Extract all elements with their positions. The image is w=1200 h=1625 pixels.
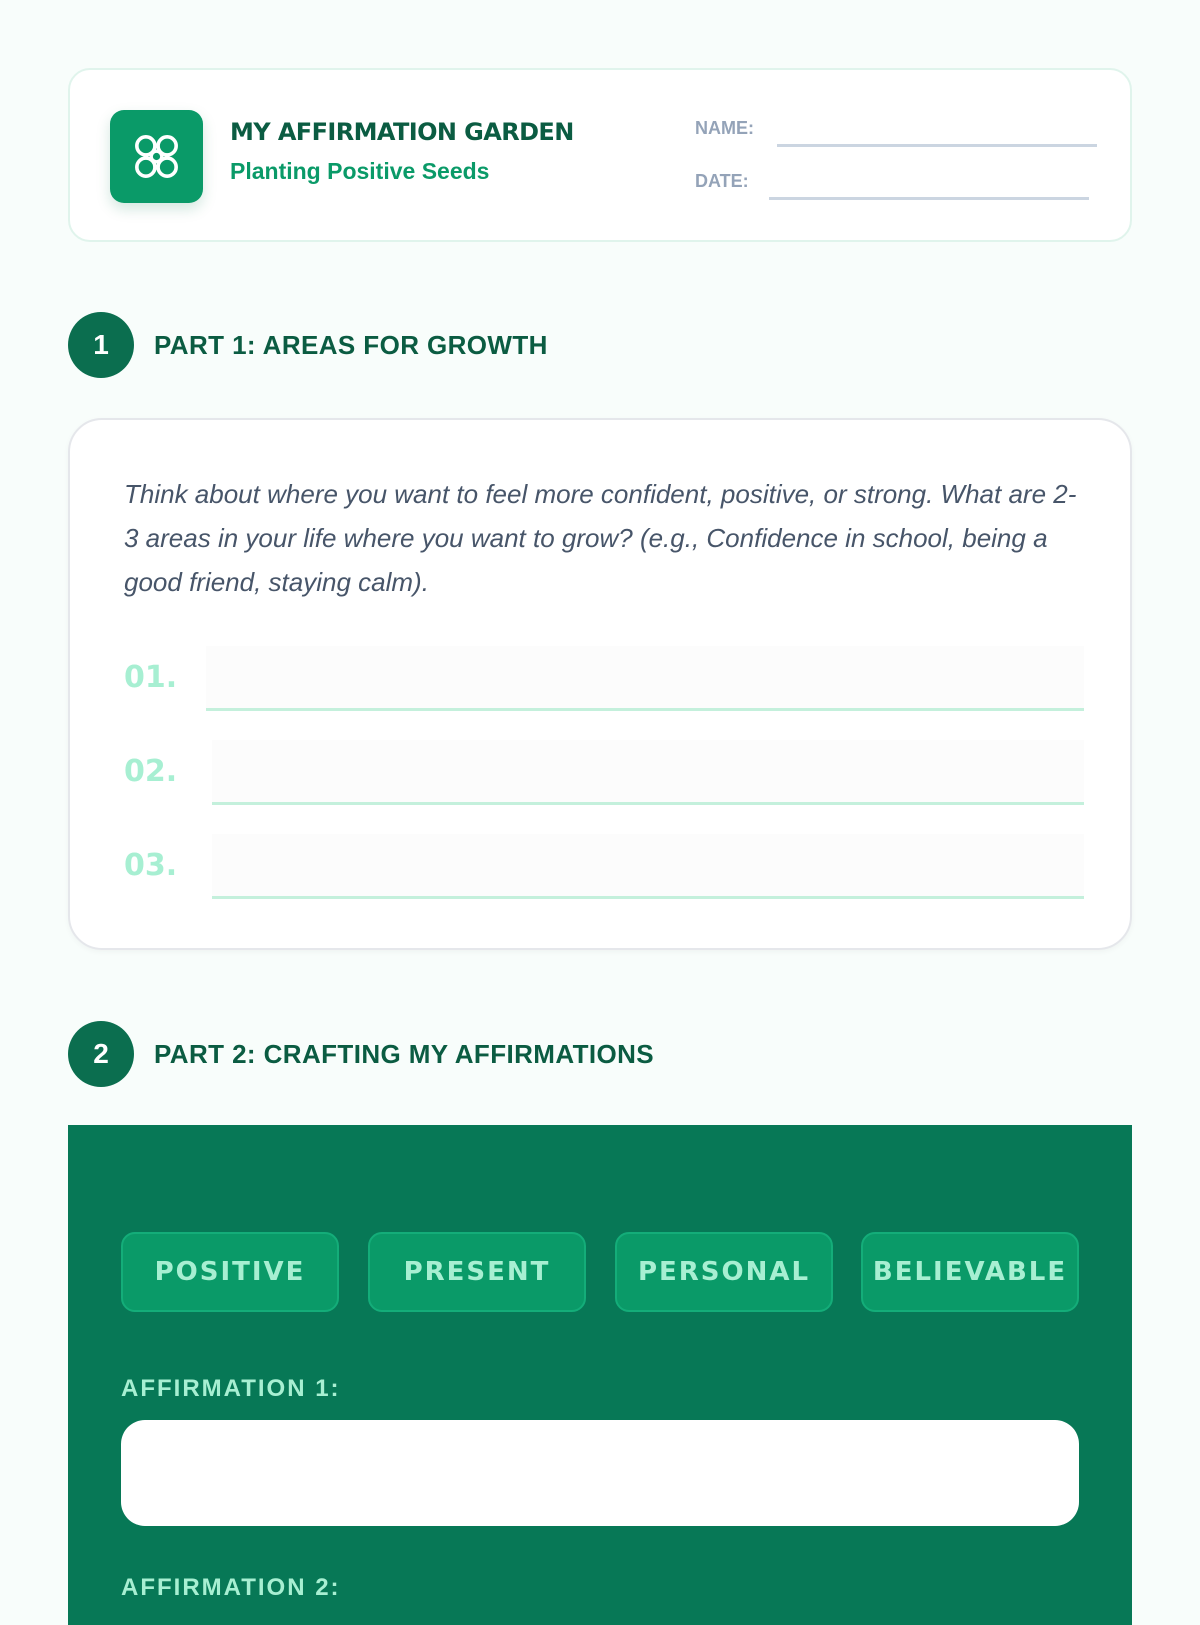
area-number: 02. [124,754,178,789]
affirmation-1-input[interactable] [121,1420,1079,1526]
chip-present: PRESENT [368,1232,586,1312]
affirmations-panel [68,1125,1132,1625]
part2-title: PART 2: CRAFTING MY AFFIRMATIONS [154,1039,655,1069]
part1-prompt: Think about where you want to feel more confident, positive, or strong. What are 2-3 areas in your life where you want to grow? (e.g., Confidence in school, being a good friend, staying calm). [124,479,1077,597]
area-row-2 [124,740,1084,806]
area-number: 01. [124,660,178,695]
chip-personal: PERSONAL [615,1232,833,1312]
worksheet-title: MY AFFIRMATION GARDEN [230,118,574,146]
area-input-2[interactable] [212,740,1084,805]
step-number-1: 1 [68,312,134,378]
step-number-2: 2 [68,1021,134,1087]
area-number: 03. [124,848,178,883]
area-input-3[interactable] [212,834,1084,899]
chip-believable: BELIEVABLE [861,1232,1079,1312]
area-row-1 [124,646,1084,712]
worksheet-subtitle: Planting Positive Seeds [230,158,490,184]
date-field[interactable] [769,197,1089,200]
area-input-1[interactable] [206,646,1084,711]
flower-icon [131,131,182,182]
name-label: NAME: [695,118,754,138]
worksheet-header [68,68,1132,242]
chip-positive: POSITIVE [121,1232,339,1312]
areas-for-growth-card [68,418,1132,950]
logo [110,110,203,203]
name-field[interactable] [777,144,1097,147]
affirmation-2-label: AFFIRMATION 2: [121,1574,341,1601]
affirmation-1-label: AFFIRMATION 1: [121,1375,341,1402]
part1-title: PART 1: AREAS FOR GROWTH [154,330,548,360]
area-row-3 [124,834,1084,900]
date-label: DATE: [695,171,749,191]
